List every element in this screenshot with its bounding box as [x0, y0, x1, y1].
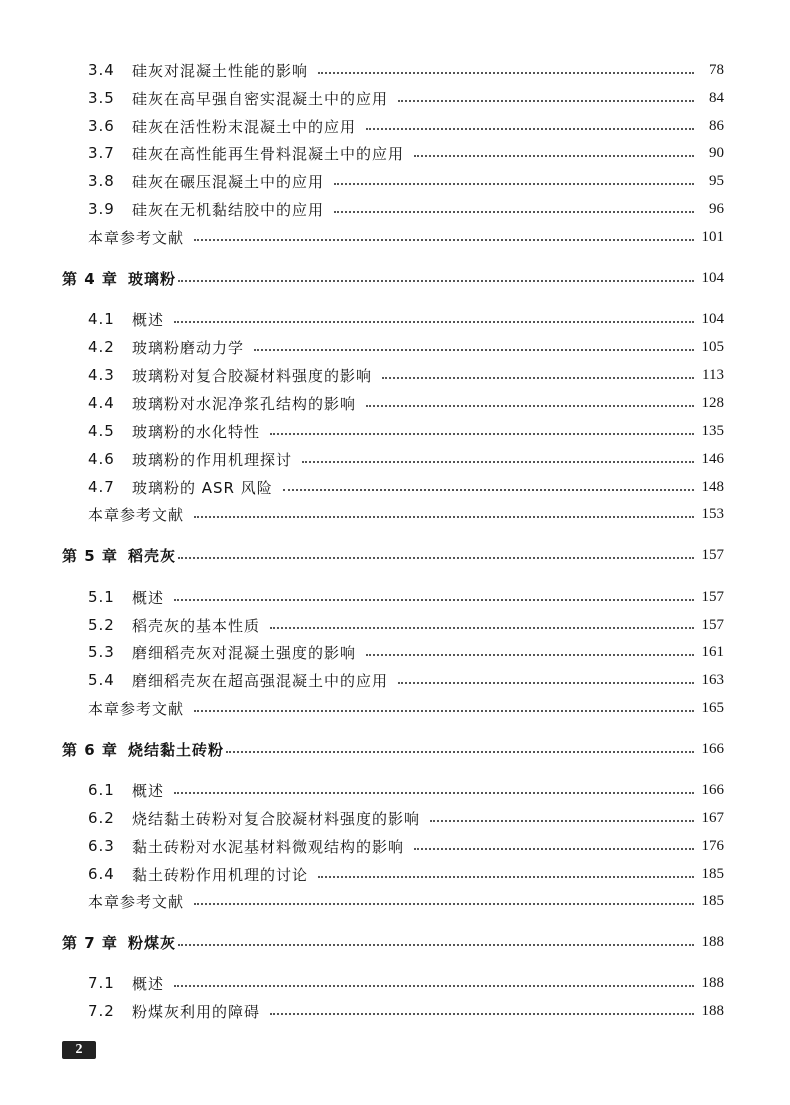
toc-entry-title: 本章参考文献	[88, 892, 185, 911]
dot-leader	[270, 433, 694, 435]
toc-entry-title: 黏土砖粉对水泥基材料微观结构的影响	[132, 837, 405, 856]
dot-leader	[382, 377, 694, 379]
toc-entry-page: 157	[701, 546, 724, 563]
toc-entry-number: 5.1	[88, 588, 115, 606]
toc-chapter-entry	[62, 736, 724, 762]
toc-entry-page: 78	[709, 61, 724, 78]
dot-leader	[318, 876, 694, 878]
toc-entry-page: 157	[701, 588, 724, 605]
toc-entry-title: 磨细稻壳灰对混凝土强度的影响	[132, 643, 357, 662]
toc-chapter-entry	[62, 542, 724, 568]
toc-section-entry	[88, 418, 724, 444]
toc-section-entry	[88, 85, 724, 111]
toc-entry-title: 本章参考文献	[88, 505, 185, 524]
dot-leader	[430, 820, 694, 822]
toc-entry-title: 玻璃粉磨动力学	[132, 338, 245, 357]
toc-entry-page: 86	[709, 117, 724, 134]
toc-entry-page: 96	[709, 200, 724, 217]
toc-section-entry	[88, 140, 724, 166]
toc-entry-page: 188	[701, 933, 724, 950]
toc-entry-title: 概述	[132, 974, 165, 993]
toc-entry-number: 6.2	[88, 809, 115, 827]
toc-entry-number: 3.4	[88, 61, 115, 79]
toc-entry-title: 玻璃粉对水泥净浆孔结构的影响	[132, 394, 357, 413]
toc-entry-number: 6.3	[88, 837, 115, 855]
dot-leader	[194, 710, 694, 712]
dot-leader	[366, 405, 694, 407]
toc-entry-number: 第 6 章	[62, 740, 118, 759]
toc-entry-page: 146	[701, 450, 724, 467]
toc-entry-number: 7.2	[88, 1002, 115, 1020]
toc-entry-number: 3.8	[88, 172, 115, 190]
toc-section-entry	[88, 584, 724, 610]
toc-section-entry	[88, 390, 724, 416]
toc-entry-number: 第 7 章	[62, 933, 118, 952]
dot-leader	[366, 654, 694, 656]
toc-entry-number: 3.5	[88, 89, 115, 107]
toc-entry-number: 4.6	[88, 450, 115, 468]
toc-entry-title: 硅灰在碾压混凝土中的应用	[132, 172, 325, 191]
dot-leader	[194, 239, 694, 241]
dot-leader	[270, 627, 694, 629]
toc-entry-title: 玻璃粉对复合胶凝材料强度的影响	[132, 366, 373, 385]
toc-entry-number: 4.4	[88, 394, 115, 412]
dot-leader	[283, 489, 694, 491]
toc-section-entry	[88, 888, 724, 914]
dot-leader	[178, 280, 694, 282]
dot-leader	[334, 183, 694, 185]
toc-section-entry	[88, 196, 724, 222]
toc-entry-page: 113	[702, 366, 724, 383]
toc-entry-title: 硅灰在高性能再生骨料混凝土中的应用	[132, 144, 405, 163]
toc-entry-page: 157	[701, 616, 724, 633]
toc-section-entry	[88, 777, 724, 803]
dot-leader	[178, 944, 694, 946]
toc-section-entry	[88, 446, 724, 472]
toc-entry-page: 165	[701, 699, 724, 716]
toc-section-entry	[88, 113, 724, 139]
dot-leader	[414, 155, 694, 157]
toc-entry-number: 4.7	[88, 478, 115, 496]
toc-section-entry	[88, 306, 724, 332]
dot-leader	[414, 848, 694, 850]
toc-entry-title: 磨细稻壳灰在超高强混凝土中的应用	[132, 671, 389, 690]
toc-section-entry	[88, 474, 724, 500]
toc-entry-number: 4.5	[88, 422, 115, 440]
toc-entry-title: 概述	[132, 310, 165, 329]
toc-entry-title: 玻璃粉的作用机理探讨	[132, 450, 293, 469]
dot-leader	[226, 751, 694, 753]
toc-entry-title: 黏土砖粉作用机理的讨论	[132, 865, 309, 884]
toc-entry-page: 84	[709, 89, 724, 106]
dot-leader	[174, 321, 694, 323]
toc-entry-number: 5.3	[88, 643, 115, 661]
toc-entry-title: 玻璃粉的 ASR 风险	[132, 478, 273, 497]
toc-entry-number: 第 5 章	[62, 546, 118, 565]
dot-leader	[174, 792, 694, 794]
toc-entry-title: 稻壳灰	[128, 546, 177, 565]
toc-section-entry	[88, 612, 724, 638]
toc-section-entry	[88, 667, 724, 693]
toc-entry-page: 185	[701, 892, 724, 909]
toc-entry-page: 153	[701, 505, 724, 522]
toc-entry-number: 6.4	[88, 865, 115, 883]
toc-section-entry	[88, 362, 724, 388]
dot-leader	[254, 349, 694, 351]
toc-entry-page: 188	[701, 1002, 724, 1019]
toc-entry-page: 128	[701, 394, 724, 411]
toc-chapter-entry	[62, 929, 724, 955]
dot-leader	[174, 599, 694, 601]
toc-section-entry	[88, 861, 724, 887]
toc-section-entry	[88, 224, 724, 250]
toc-entry-title: 烧结黏土砖粉	[128, 740, 225, 759]
toc-entry-title: 硅灰对混凝土性能的影响	[132, 61, 309, 80]
toc-entry-page: 95	[709, 172, 724, 189]
toc-section-entry	[88, 168, 724, 194]
toc-entry-title: 玻璃粉	[128, 269, 177, 288]
dot-leader	[334, 211, 694, 213]
toc-chapter-entry	[62, 265, 724, 291]
toc-entry-number: 第 4 章	[62, 269, 118, 288]
toc-entry-number: 4.3	[88, 366, 115, 384]
dot-leader	[366, 128, 694, 130]
toc-entry-page: 185	[701, 865, 724, 882]
toc-section-entry	[88, 501, 724, 527]
page-number-badge: 2	[62, 1041, 96, 1059]
toc-entry-title: 玻璃粉的水化特性	[132, 422, 261, 441]
toc-entry-title: 烧结黏土砖粉对复合胶凝材料强度的影响	[132, 809, 421, 828]
toc-entry-title: 稻壳灰的基本性质	[132, 616, 261, 635]
toc-entry-page: 90	[709, 144, 724, 161]
toc-entry-title: 粉煤灰	[128, 933, 177, 952]
dot-leader	[398, 100, 694, 102]
toc-entry-page: 176	[701, 837, 724, 854]
toc-entry-page: 105	[701, 338, 724, 355]
toc-entry-number: 7.1	[88, 974, 115, 992]
toc-entry-page: 167	[701, 809, 724, 826]
toc-entry-number: 4.1	[88, 310, 115, 328]
toc-entry-number: 4.2	[88, 338, 115, 356]
dot-leader	[174, 985, 694, 987]
toc-entry-page: 104	[701, 310, 724, 327]
toc-entry-number: 3.9	[88, 200, 115, 218]
toc-section-entry	[88, 695, 724, 721]
toc-entry-page: 148	[701, 478, 724, 495]
toc-entry-number: 3.6	[88, 117, 115, 135]
toc-entry-number: 3.7	[88, 144, 115, 162]
toc-entry-page: 135	[701, 422, 724, 439]
toc-entry-title: 概述	[132, 588, 165, 607]
toc-entry-page: 163	[701, 671, 724, 688]
toc-entry-number: 5.4	[88, 671, 115, 689]
toc-entry-number: 6.1	[88, 781, 115, 799]
toc-entry-title: 粉煤灰利用的障碍	[132, 1002, 261, 1021]
dot-leader	[178, 557, 694, 559]
toc-section-entry	[88, 998, 724, 1024]
toc-section-entry	[88, 334, 724, 360]
toc-entry-title: 硅灰在高早强自密实混凝土中的应用	[132, 89, 389, 108]
toc-section-entry	[88, 833, 724, 859]
toc-section-entry	[88, 639, 724, 665]
toc-section-entry	[88, 805, 724, 831]
toc-entry-number: 5.2	[88, 616, 115, 634]
dot-leader	[270, 1013, 694, 1015]
toc-entry-page: 166	[701, 740, 724, 757]
dot-leader	[194, 516, 694, 518]
dot-leader	[194, 903, 694, 905]
toc-entry-title: 本章参考文献	[88, 228, 185, 247]
toc-entry-page: 188	[701, 974, 724, 991]
toc-section-entry	[88, 57, 724, 83]
dot-leader	[302, 461, 694, 463]
dot-leader	[318, 72, 694, 74]
toc-entry-page: 166	[701, 781, 724, 798]
toc-entry-page: 101	[701, 228, 724, 245]
toc-entry-title: 硅灰在无机黏结胶中的应用	[132, 200, 325, 219]
toc-entry-title: 概述	[132, 781, 165, 800]
toc-entry-title: 硅灰在活性粉末混凝土中的应用	[132, 117, 357, 136]
toc-section-entry	[88, 970, 724, 996]
toc-entry-page: 104	[701, 269, 724, 286]
toc-entry-page: 161	[701, 643, 724, 660]
dot-leader	[398, 682, 694, 684]
toc-entry-title: 本章参考文献	[88, 699, 185, 718]
